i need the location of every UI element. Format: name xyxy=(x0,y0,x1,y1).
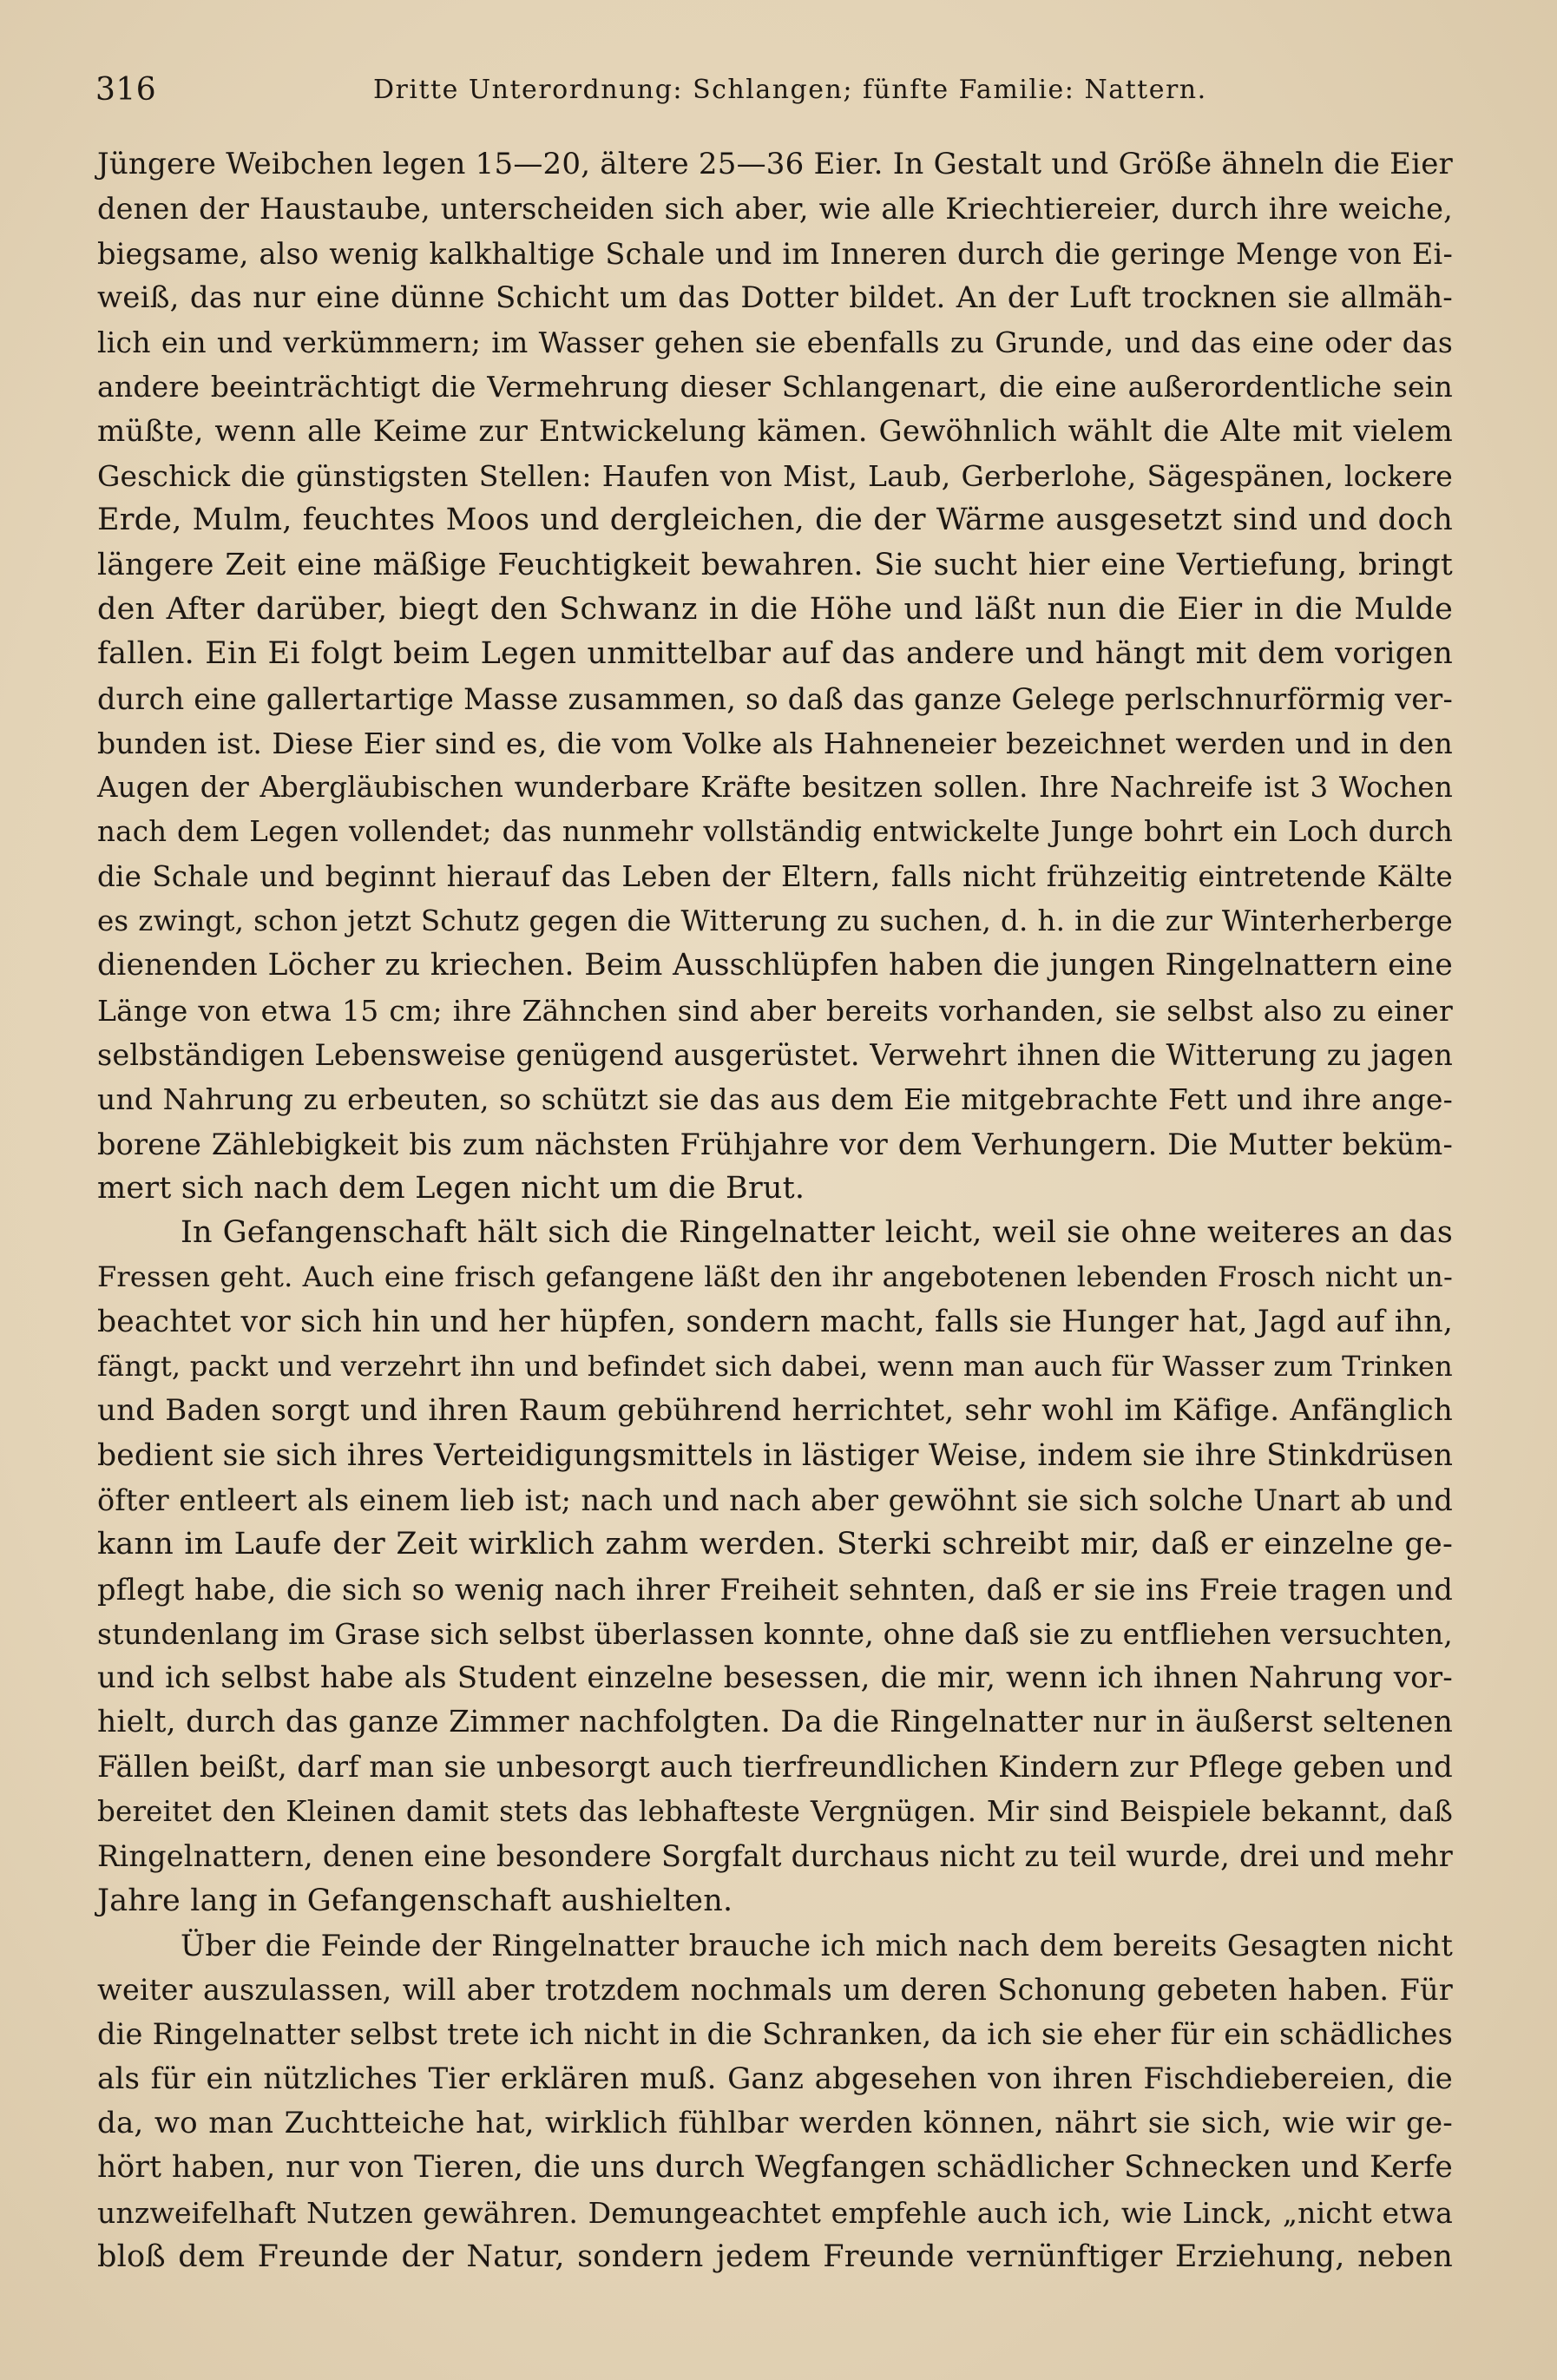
text-line: dienenden Löcher zu kriechen. Beim Ausschlüpfen haben die jungen Ringelnattern eine xyxy=(97,948,1453,983)
text-line: In Gefangenschaft hält sich die Ringelnatter leicht, weil sie ohne weiteres an das xyxy=(181,1215,1453,1251)
text-line: und ich selbst habe als Student einzelne besessen, die mir, wenn ich ihnen Nahrung vor- xyxy=(97,1660,1453,1696)
paragraph-1 xyxy=(97,142,1453,1211)
text-line: öfter entleert als einem lieb ist; nach und nach aber gewöhnt sie sich solche Unart ab und xyxy=(97,1483,1453,1517)
text-line: selbständigen Lebensweise genügend ausgerüstet. Verwehrt ihnen die Witterung zu jagen xyxy=(97,1037,1453,1072)
page-header xyxy=(95,64,1449,116)
text-line: bunden ist. Diese Eier sind es, die vom Volke als Hahneneier bezeichnet werden und in den xyxy=(97,726,1453,760)
text-line: Jahre lang in Gefangenschaft aushielten. xyxy=(97,1883,733,1918)
text-line: bloß dem Freunde der Natur, sondern jedem Freunde vernünftiger Erziehung, neben xyxy=(97,2239,1453,2274)
text-line: andere beeinträchtigt die Vermehrung dieser Schlangenart, die eine außerordentliche sein xyxy=(97,370,1453,404)
text-line: durch eine gallertartige Masse zusammen, so daß das ganze Gelege perlschnurförmig ver- xyxy=(97,681,1453,716)
text-line: Länge von etwa 15 cm; ihre Zähnchen sind aber bereits vorhanden, sie selbst also zu einer xyxy=(97,993,1453,1028)
text-line: lich ein und verkümmern; im Wasser gehen sie ebenfalls zu Grunde, und das eine oder das xyxy=(97,325,1453,360)
text-line: und Nahrung zu erbeuten, so schützt sie das aus dem Eie mitgebrachte Fett und ihre ange- xyxy=(97,1082,1453,1117)
text-line: Augen der Abergläubischen wunderbare Kräfte besitzen sollen. Ihre Nachreife ist 3 Wochen xyxy=(97,771,1453,805)
text-line: fängt, packt und verzehrt ihn und befindet sich dabei, wenn man auch für Wasser zum Trinken xyxy=(97,1350,1453,1384)
text-line: es zwingt, schon jetzt Schutz gegen die Witterung zu suchen, d. h. in die zur Winterherberge xyxy=(97,904,1453,938)
text-line: längere Zeit eine mäßige Feuchtigkeit bewahren. Sie sucht hier eine Vertiefung, bringt xyxy=(97,547,1453,582)
paragraph-3 xyxy=(97,1923,1453,2279)
text-line: und Baden sorgt und ihren Raum gebührend herrichtet, sehr wohl im Käfige. Anfänglich xyxy=(97,1393,1453,1429)
text-line: die Schale und beginnt hierauf das Leben der Eltern, falls nicht frühzeitig eintretende Kälte xyxy=(97,859,1453,893)
text-line: Jüngere Weibchen legen 15—20, ältere 25—36 Eier. In Gestalt und Größe ähneln die Eier xyxy=(97,147,1453,181)
text-line: beachtet vor sich hin und her hüpfen, sondern macht, falls sie Hunger hat, Jagd auf ihn, xyxy=(97,1304,1453,1339)
text-line: Erde, Mulm, feuchtes Moos und dergleichen, die der Wärme ausgesetzt sind und doch xyxy=(97,503,1453,538)
text-line: Ringelnattern, denen eine besondere Sorgfalt durchaus nicht zu teil wurde, drei und mehr xyxy=(97,1839,1453,1874)
text-line: als für ein nützliches Tier erklären muß. Ganz abgesehen von ihren Fischdiebereien, die xyxy=(97,2061,1453,2096)
text-line: Fressen geht. Auch eine frisch gefangene läßt den ihr angebotenen lebenden Frosch nicht un- xyxy=(97,1260,1453,1294)
text-line: stundenlang im Grase sich selbst überlassen konnte, ohne daß sie zu entfliehen versuchten, xyxy=(97,1616,1453,1651)
text-line: müßte, wenn alle Keime zur Entwickelung kämen. Gewöhnlich wählt die Alte mit vielem xyxy=(97,413,1453,449)
text-line: weiter auszulassen, will aber trotzdem nochmals um deren Schonung gebeten haben. Für xyxy=(97,1973,1453,2008)
text-line: unzweifelhaft Nutzen gewähren. Demungeachtet empfehle auch ich, wie Linck, „nicht etwa xyxy=(97,2195,1453,2230)
text-line: weiß, das nur eine dünne Schicht um das Dotter bildet. An der Luft trocknen sie allmäh- xyxy=(97,279,1453,315)
text-line: bereitet den Kleinen damit stets das lebhafteste Vergnügen. Mir sind Beispiele bekannt, daß xyxy=(97,1794,1453,1828)
body-text xyxy=(97,142,1453,2279)
text-line: biegsame, also wenig kalkhaltige Schale und im Inneren durch die geringe Menge von Ei- xyxy=(97,236,1453,271)
text-line: Über die Feinde der Ringelnatter brauche ich mich nach dem bereits Gesagten nicht xyxy=(181,1928,1453,1963)
text-line: hört haben, nur von Tieren, die uns durch Wegfangen schädlicher Schnecken und Kerfe xyxy=(97,2150,1453,2186)
text-line: borene Zählebigkeit bis zum nächsten Frühjahre vor dem Verhungern. Die Mutter beküm- xyxy=(97,1127,1453,1161)
text-line: kann im Laufe der Zeit wirklich zahm werden. Sterki schreibt mir, daß er einzelne ge- xyxy=(97,1527,1453,1562)
text-line: hielt, durch das ganze Zimmer nachfolgten. Da die Ringelnatter nur in äußerst seltenen xyxy=(97,1705,1453,1740)
text-line: den After darüber, biegt den Schwanz in die Höhe und läßt nun die Eier in die Mulde xyxy=(97,591,1453,627)
text-line: fallen. Ein Ei folgt beim Legen unmittelbar auf das andere und hängt mit dem vorigen xyxy=(97,636,1453,672)
text-line: mert sich nach dem Legen nicht um die Brut. xyxy=(97,1170,805,1206)
text-line: Fällen beißt, darf man sie unbesorgt auch tierfreundlichen Kindern zur Pflege geben und xyxy=(97,1749,1453,1785)
paragraph-2 xyxy=(97,1211,1453,1923)
text-line: nach dem Legen vollendet; das nunmehr vollständig entwickelte Junge bohrt ein Loch durch xyxy=(97,815,1453,849)
text-line: pflegt habe, die sich so wenig nach ihrer Freiheit sehnten, daß er sie ins Freie tragen und xyxy=(97,1572,1453,1607)
text-line: Geschick die günstigsten Stellen: Haufen von Mist, Laub, Gerberlohe, Sägespänen, lockere xyxy=(97,459,1453,494)
running-title: Dritte Unterordnung: Schlangen; fünfte Familie: Nattern. xyxy=(373,75,1207,105)
text-line: die Ringelnatter selbst trete ich nicht in die Schranken, da ich sie eher für ein schädliches xyxy=(97,2017,1453,2052)
page-number: 316 xyxy=(95,72,157,108)
text-line: bedient sie sich ihres Verteidigungsmittels in lästiger Weise, indem sie ihre Stinkdrüsen xyxy=(97,1437,1454,1473)
text-line: da, wo man Zuchtteiche hat, wirklich fühlbar werden können, nährt sie sich, wie wir ge- xyxy=(97,2106,1453,2141)
text-line: denen der Haustaube, unterscheiden sich aber, wie alle Kriechtiereier, durch ihre weiche, xyxy=(97,192,1453,227)
